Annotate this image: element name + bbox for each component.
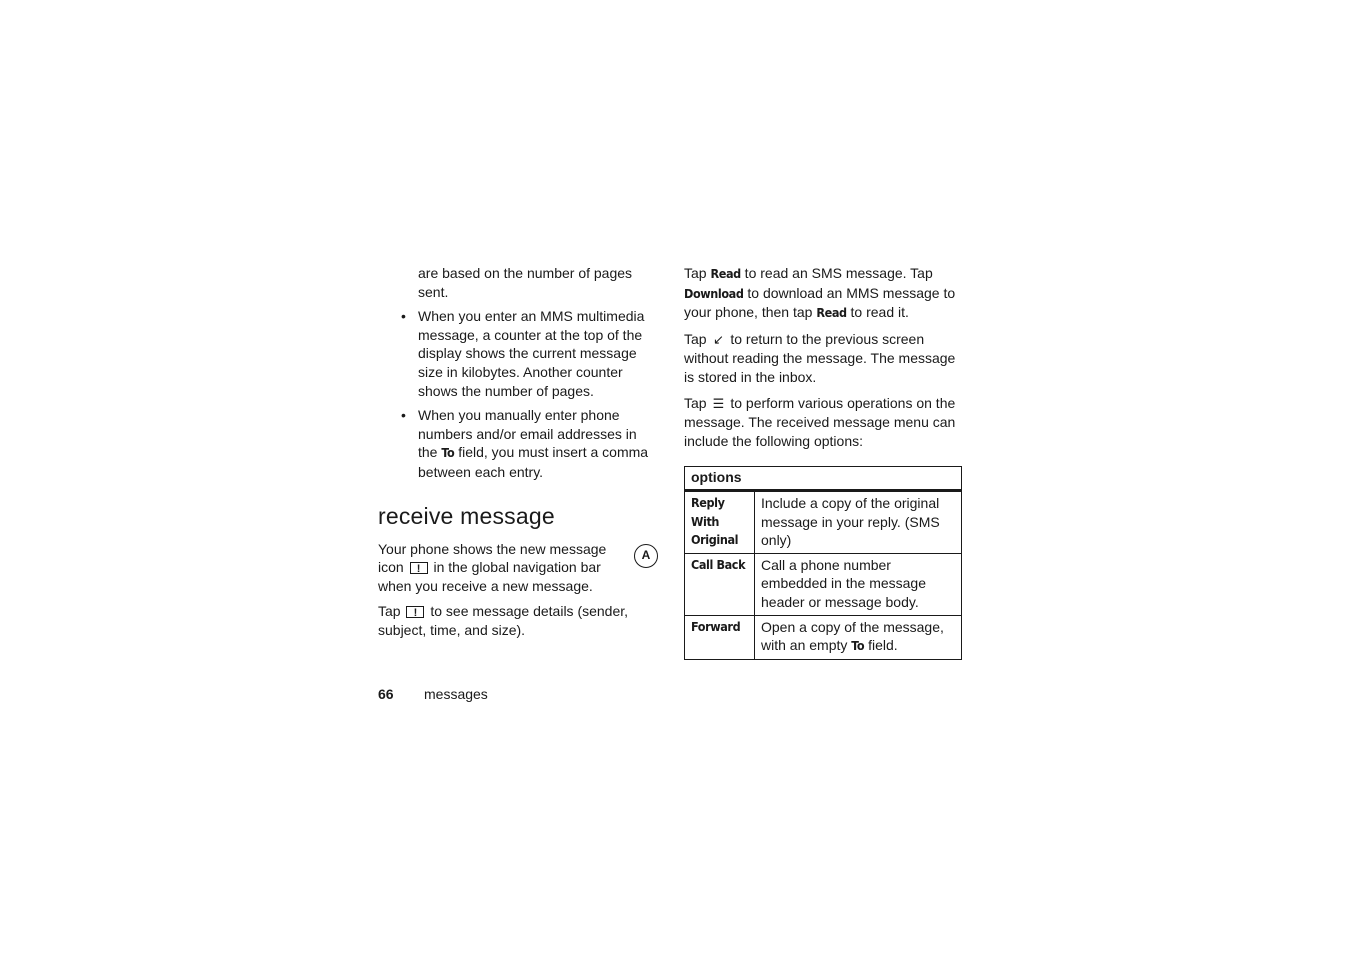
new-message-block [378,540,658,596]
text: field. [864,637,898,654]
text: Tap [684,394,711,411]
paragraph [378,540,622,596]
list-item [378,406,658,481]
read-key: Read [816,305,847,321]
download-key: Download [684,285,744,301]
option-description: Include a copy of the original message in your reply. (SMS only) [755,490,962,553]
continued-text: are based on the number of pages sent. [418,265,633,300]
option-description: Call a phone number embedded in the message header or message body. [755,553,962,615]
read-key: Read [710,266,741,281]
paragraph [684,394,962,451]
paragraph [684,330,962,387]
paragraph [378,602,658,639]
table-row [685,553,962,615]
text: to read it. [846,304,909,321]
paragraph [684,264,962,323]
bullet-icon: • [401,407,406,424]
text: Tap [684,330,711,347]
text: to download an MMS message to your phone, then tap [684,284,956,321]
bullet-text: When you enter an MMS multimedia message, a counter at the top of the display shows the current message size in kilobytes. Another counter shows the number of pages. [418,308,645,399]
option-name: Forward [685,615,755,659]
back-arrow-icon: ↙ [713,331,724,347]
text: in the global navigation bar when you receive a new message. [378,559,601,594]
menu-icon: ☰ [712,395,725,411]
text: Tap [684,265,711,281]
page-number: 66 [378,686,394,702]
new-message-icon [406,606,424,618]
to-field-key: To [851,638,865,654]
list-item [378,307,658,400]
text: to perform various operations on the message. The received message menu can include the following options: [684,394,956,449]
text: to read an SMS message. Tap [740,265,933,281]
section-name: messages [424,686,488,702]
option-name: Reply With Original [685,490,755,553]
table-header: options [685,467,962,491]
bullet-list [378,307,658,481]
bullet-text: When you manually enter phone numbers and/or email addresses in the [418,407,637,461]
to-field-key: To [441,445,455,461]
bullet-icon: • [401,308,406,325]
text: Tap [378,603,405,620]
page-footer [378,686,488,702]
table-header-row [685,467,962,491]
right-column [684,264,962,660]
text: Open a copy of the message, with an empty [761,618,944,654]
new-message-icon [410,562,428,574]
left-column [378,264,658,647]
bullet-text: field, you must insert a comma between each entry. [418,444,649,480]
text: to see message details (sender, subject, time, and size). [378,603,629,638]
text: Your phone shows the new message icon [378,540,607,576]
options-table [684,466,962,659]
mms-feature-icon: A [634,544,658,568]
table-row [685,490,962,553]
section-heading: receive message [378,502,555,529]
table-row [685,615,962,659]
option-description [755,615,962,659]
text: to return to the previous screen without reading the message. The message is stored in the inbox. [684,330,956,385]
option-name: Call Back [685,553,755,615]
